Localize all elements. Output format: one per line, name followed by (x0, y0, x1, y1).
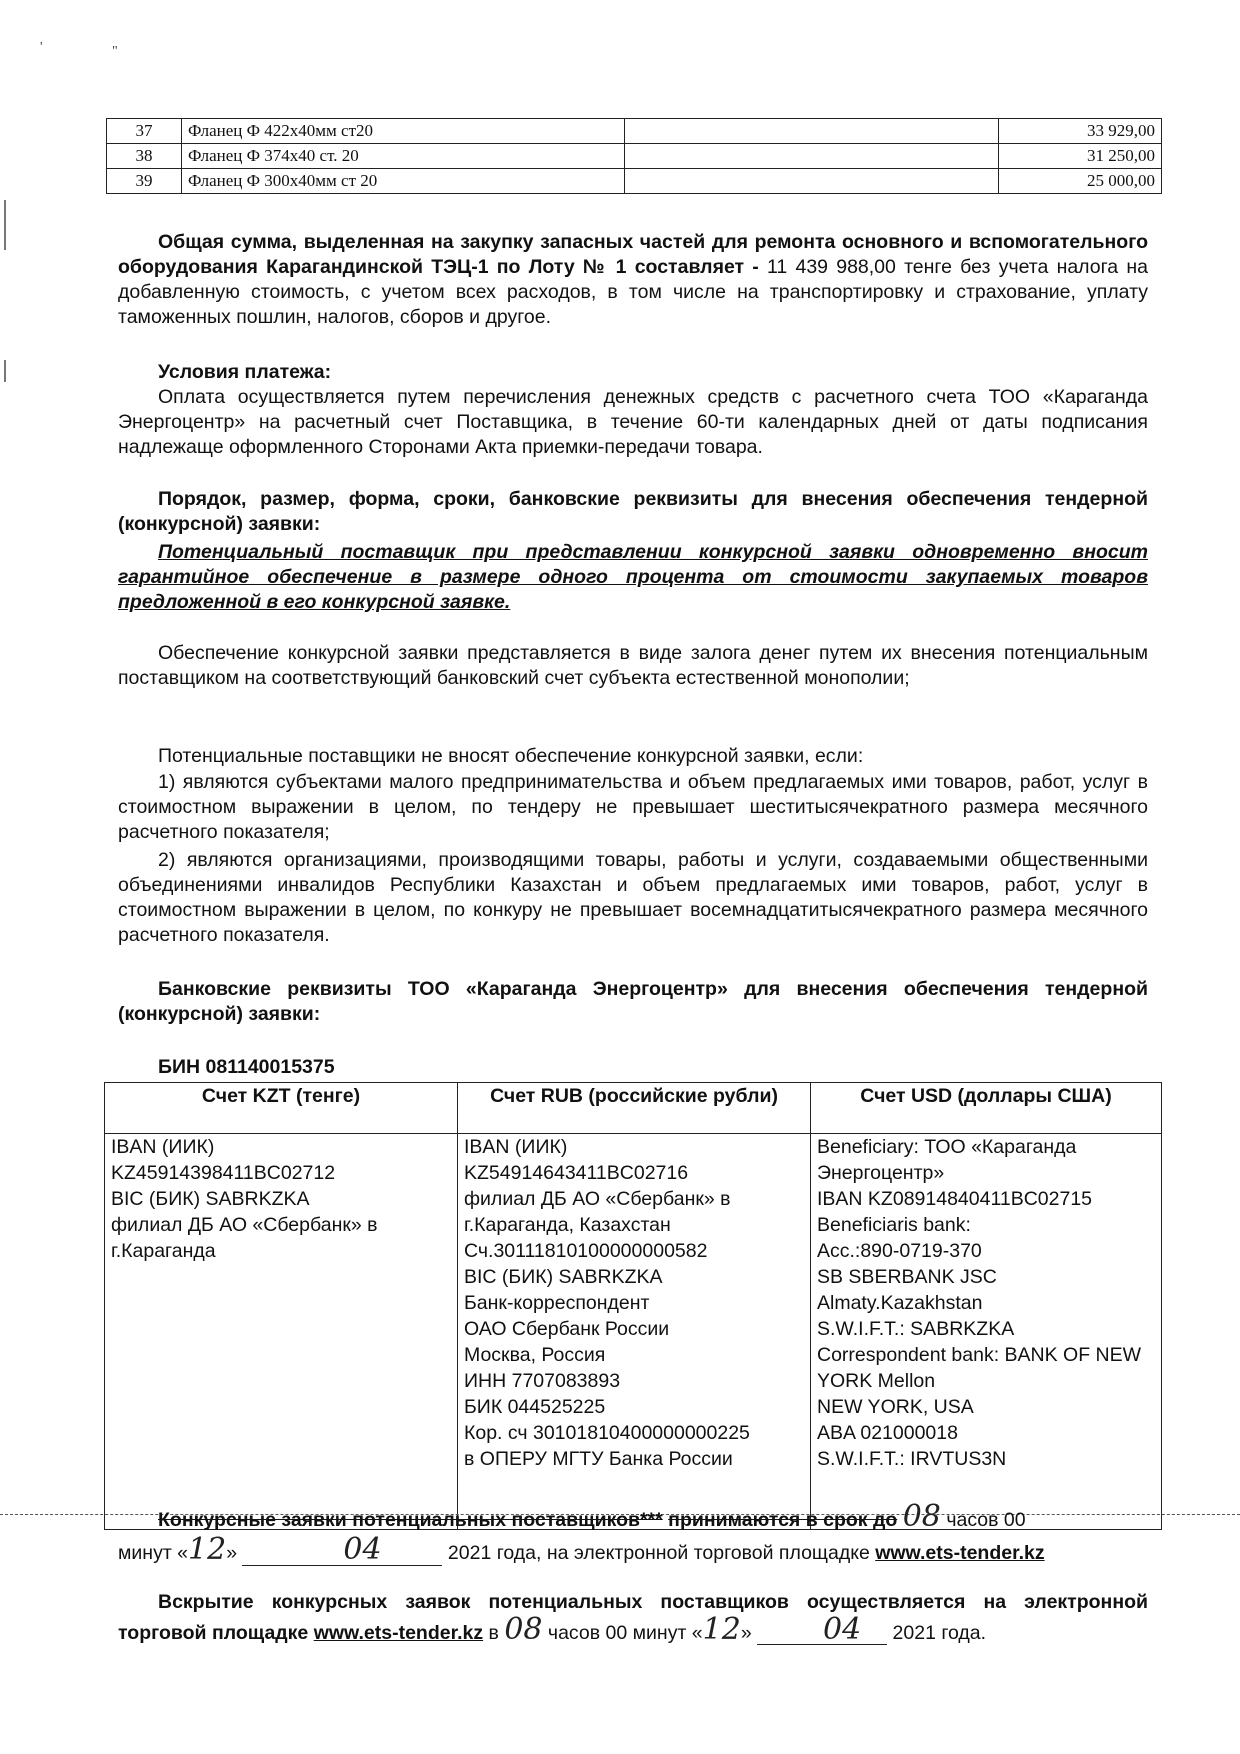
detail-line: IBAN (ИИК) (111, 1136, 215, 1158)
detail-line: Beneficiary: ТОО «Караганда Энергоцентр» (817, 1136, 1077, 1184)
bank-heading-text: Банковские реквизиты ТОО «Караганда Энергоцентр» для внесения обеспечения тендерной (конкурсной) заявки: (118, 978, 1148, 1025)
total-bold-text: Общая сумма, выделенная на закупку запасных частей для ремонта основного и вспомогательного оборудования Карагандинской ТЭЦ-1 по Лоту № 1 составляет - (118, 231, 1148, 278)
opening-text: » (740, 1622, 752, 1644)
item-sum: 31 250,00 (999, 144, 1162, 169)
detail-line: Acc.:890-0719-370 (817, 1240, 982, 1262)
scan-speck: " (112, 44, 118, 59)
detail-line: IBAN (ИИК) (464, 1136, 568, 1158)
bank-details-table (104, 1082, 1162, 1530)
row-number: 39 (107, 169, 182, 194)
detail-line: Москва, Россия (464, 1344, 606, 1366)
item-name: Фланец Ф 422х40мм ст20 (182, 119, 625, 144)
handwritten-hour: 08 (504, 1612, 543, 1647)
security-form-paragraph: Обеспечение конкурсной заявки представляется в виде залога денег путем их внесения потенциальным поставщиком на соответствующий банковский счет субъекта естественной монополии; (118, 642, 1148, 689)
detail-line: Beneficiaris bank: (817, 1214, 971, 1236)
deadline-text: часов 00 (946, 1509, 1026, 1531)
detail-line: филиал ДБ АО «Сбербанк» в г.Караганда (111, 1214, 378, 1262)
security-emphasis-text: Потенциальный поставщик при представлении конкурсной заявки одновременно вносит гарантийное обеспечение в размере одного процента от стоимости закупаемых товаров предложенной в его конкурсной заявке. (118, 541, 1148, 613)
item-sum: 25 000,00 (999, 169, 1162, 194)
rub-details (458, 1134, 811, 1530)
item-sum: 33 929,00 (999, 119, 1162, 144)
empty-cell (625, 169, 999, 194)
detail-line: KZ54914643411BC02716 (464, 1162, 689, 1184)
table-row (105, 1134, 1162, 1530)
table-header-row (105, 1083, 1162, 1134)
ets-tender-link[interactable]: www.ets-tender.kz (875, 1542, 1045, 1564)
security-emphasis (118, 540, 1148, 615)
deadline-text: минут « (118, 1542, 189, 1564)
deadline-text: принимаются в срок до (668, 1509, 898, 1531)
detail-line: в ОПЕРУ МГТУ Банка России (464, 1448, 733, 1470)
detail-line: BIC (БИК) SABRKZKA (464, 1266, 663, 1288)
opening-paragraph (118, 1588, 1148, 1647)
row-number: 37 (107, 119, 182, 144)
detail-line: Almaty.Kazakhstan (817, 1292, 983, 1314)
scan-edge-mark (4, 200, 6, 250)
deadline-text: 2021 года, на электронной торговой площадке (447, 1542, 870, 1564)
bank-heading (118, 977, 1148, 1027)
payment-paragraph: Оплата осуществляется путем перечисления денежных средств с расчетного счета ТОО «Караганда Энергоцентр» на расчетный счет Поставщика, в течение 60-ти календарных дней от даты подписания надлежаще оформленного Сторонами Акта приемки-передачи товара. (118, 386, 1148, 458)
table-row (107, 119, 1162, 144)
col-kzt-header: Счет KZT (тенге) (105, 1083, 458, 1134)
handwritten-day: 12 (188, 1532, 227, 1567)
table-row (107, 144, 1162, 169)
item-name: Фланец Ф 300х40мм ст 20 (182, 169, 625, 194)
opening-text: Вскрытие конкурсных заявок потенциальных поставщиков осуществляется на электронной торговой площадке (118, 1591, 1148, 1644)
detail-line: BIC (БИК) SABRKZKA (111, 1188, 310, 1210)
table-row (107, 169, 1162, 194)
handwritten-month: 04 (242, 1535, 442, 1566)
exempt-intro: Потенциальные поставщики не вносят обеспечение конкурсной заявки, если: (158, 745, 864, 767)
detail-line: ИНН 7707083893 (464, 1370, 621, 1392)
row-number: 38 (107, 144, 182, 169)
detail-line: БИК 044525225 (464, 1396, 606, 1418)
security-heading (118, 487, 1148, 537)
empty-cell (625, 144, 999, 169)
scan-edge-mark (4, 360, 6, 382)
bin-number (118, 1055, 1148, 1080)
ets-tender-link[interactable]: www.ets-tender.kz (313, 1622, 484, 1644)
detail-line: Кор. сч 30101810400000000225 (464, 1422, 750, 1444)
opening-text: 2021 года. (892, 1622, 987, 1644)
total-paragraph (118, 230, 1148, 330)
exempt-item-1: 1) являются субъектами малого предпринимательства и объем предлагаемых ими товаров, работ, услуг в стоимостном выражении в целом, по тендеру не превышает шеститысячекратного размера месячного расчетного показателя; (118, 771, 1148, 843)
scan-speck: ' (40, 40, 43, 55)
total-amount: 11 439 988,00 (767, 256, 896, 278)
detail-line: ABA 021000018 (817, 1422, 958, 1444)
detail-line: Сч.30111810100000000582 (464, 1240, 708, 1262)
detail-line: SB SBERBANK JSC (817, 1266, 997, 1288)
opening-text: в (488, 1622, 499, 1644)
item-name: Фланец Ф 374х40 ст. 20 (182, 144, 625, 169)
exempt-item-2: 2) являются организациями, производящими товары, работы и услуги, создаваемыми общественными объединениями инвалидов Республики Казахстан и объем предлагаемых ими товаров, работ, услуг в стоимостном выражении в целом, по конкуру не превышает восемнадцатитысячекратного размера месячного расчетного показателя. (118, 849, 1148, 946)
detail-line: S.W.I.F.T.: SABRKZKA (817, 1318, 1015, 1340)
empty-cell (625, 119, 999, 144)
detail-line: филиал ДБ АО «Сбербанк» в г.Караганда, Казахстан (464, 1188, 731, 1236)
col-rub-header: Счет RUB (российские рубли) (458, 1083, 811, 1134)
opening-text: часов 00 минут « (547, 1622, 703, 1644)
deadline-paragraph (118, 1499, 1148, 1568)
total-rest-text: тенге без учета налога на добавленную стоимость, с учетом всех расходов, в том числе на транспортировку и страхование, уплату таможенных пошлин, налогов, сборов и другое. (118, 256, 1148, 328)
items-table (106, 118, 1162, 194)
detail-line: S.W.I.F.T.: IRVTUS3N (817, 1448, 1007, 1470)
deadline-text: » (226, 1542, 238, 1564)
col-usd-header: Счет USD (доллары США) (811, 1083, 1162, 1134)
handwritten-day: 12 (702, 1612, 741, 1647)
handwritten-hour: 08 (902, 1499, 941, 1534)
usd-details (811, 1134, 1162, 1530)
deadline-stars: *** (639, 1509, 663, 1531)
kzt-details (105, 1134, 458, 1530)
deadline-text: Конкурсные заявки потенциальных поставщиков (158, 1509, 640, 1531)
detail-line: ОАО Сбербанк России (464, 1318, 670, 1340)
detail-line: Correspondent bank: BANK OF NEW YORK Mellon (817, 1344, 1142, 1392)
detail-line: Банк-корреспондент (464, 1292, 650, 1314)
payment-heading (118, 360, 1148, 385)
detail-line: IBAN KZ08914840411BC02715 (817, 1188, 1093, 1210)
detail-line: NEW YORK, USA (817, 1396, 974, 1418)
security-heading-text: Порядок, размер, форма, сроки, банковские реквизиты для внесения обеспечения тендерной (конкурсной) заявки: (118, 488, 1148, 535)
detail-line: KZ45914398411BC02712 (111, 1162, 336, 1184)
bin-text: БИН 081140015375 (158, 1056, 335, 1078)
payment-heading-text: Условия платежа: (158, 361, 332, 383)
handwritten-month: 04 (757, 1616, 887, 1645)
